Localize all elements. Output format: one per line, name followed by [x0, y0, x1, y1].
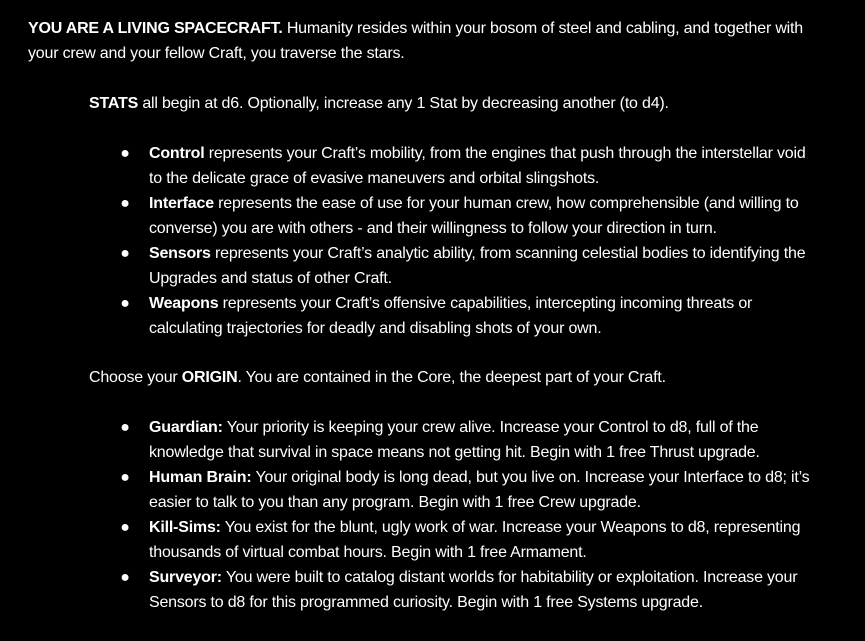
list-item-interface	[116, 191, 816, 241]
list-item-guardian	[116, 415, 816, 465]
stat-name: Weapons	[149, 295, 219, 312]
intro-paragraph	[28, 16, 828, 66]
origin-description: You exist for the blunt, ugly work of war. Increase your Weapons to d8, representing thousands of virtual combat hours. Begin with 1 free Armament.	[149, 519, 801, 561]
list-item-kill-sims	[116, 515, 816, 565]
origin-name: Kill-Sims:	[149, 519, 221, 536]
bullet-icon: ●	[120, 519, 130, 536]
origin-name: Surveyor:	[149, 569, 222, 586]
origin-text: . You are contained in the Core, the deepest part of your Craft.	[237, 369, 666, 386]
stat-description: represents the ease of use for your human crew, how comprehensible (and willing to converse) you are with others - and their willingness to follow your direction in turn.	[149, 195, 799, 237]
list-item-human-brain	[116, 465, 816, 515]
origin-name: Guardian:	[149, 419, 223, 436]
stats-paragraph	[28, 91, 845, 116]
stat-name: Control	[149, 145, 205, 162]
origin-heading: ORIGIN	[181, 369, 238, 386]
bullet-icon: ●	[120, 569, 130, 586]
intro-text: Humanity resides within your bosom of steel and cabling, and together with your crew and your fellow Craft, you traverse the stars.	[28, 20, 803, 62]
list-item-surveyor	[116, 565, 816, 615]
stats-text: all begin at d6. Optionally, increase any 1 Stat by decreasing another (to d4).	[138, 95, 669, 112]
bullet-icon: ●	[120, 469, 130, 486]
stat-description: represents your Craft’s mobility, from the engines that push through the interstellar void to the delicate grace of evasive maneuvers and orbital slingshots.	[149, 145, 806, 187]
bullet-icon: ●	[120, 419, 130, 436]
stat-name: Sensors	[149, 245, 211, 262]
list-item-sensors	[116, 241, 816, 291]
origin-description: Your priority is keeping your crew alive. Increase your Control to d8, full of the knowledge that survival in space means not getting hit. Begin with 1 free Thrust upgrade.	[149, 419, 760, 461]
origin-name: Human Brain:	[149, 469, 252, 486]
origin-list	[116, 415, 816, 615]
origin-description: Your original body is long dead, but you live on. Increase your Interface to d8; it’s easier to talk to you than any program. Begin with 1 free Crew upgrade.	[149, 469, 810, 511]
origin-description: You were built to catalog distant worlds for habitability or exploitation. Increase your Sensors to d8 for this programmed curiosity. Begin with 1 free Systems upgrade.	[149, 569, 798, 611]
bullet-icon: ●	[120, 295, 130, 312]
bullet-icon: ●	[120, 145, 130, 162]
list-item-control	[116, 141, 816, 191]
bullet-icon: ●	[120, 245, 130, 262]
stat-name: Interface	[149, 195, 214, 212]
stats-heading: STATS	[89, 95, 139, 112]
stats-list	[116, 141, 816, 341]
stat-description: represents your Craft’s offensive capabilities, intercepting incoming threats or calculating trajectories for deadly and disabling shots of your own.	[149, 295, 753, 337]
intro-heading: YOU ARE A LIVING SPACECRAFT.	[28, 20, 283, 37]
origin-paragraph	[28, 365, 845, 390]
list-item-weapons	[116, 291, 816, 341]
stat-description: represents your Craft’s analytic ability, from scanning celestial bodies to identifying the Upgrades and status of other Craft.	[149, 245, 806, 287]
bullet-icon: ●	[120, 195, 130, 212]
origin-pre: Choose your	[89, 369, 182, 386]
